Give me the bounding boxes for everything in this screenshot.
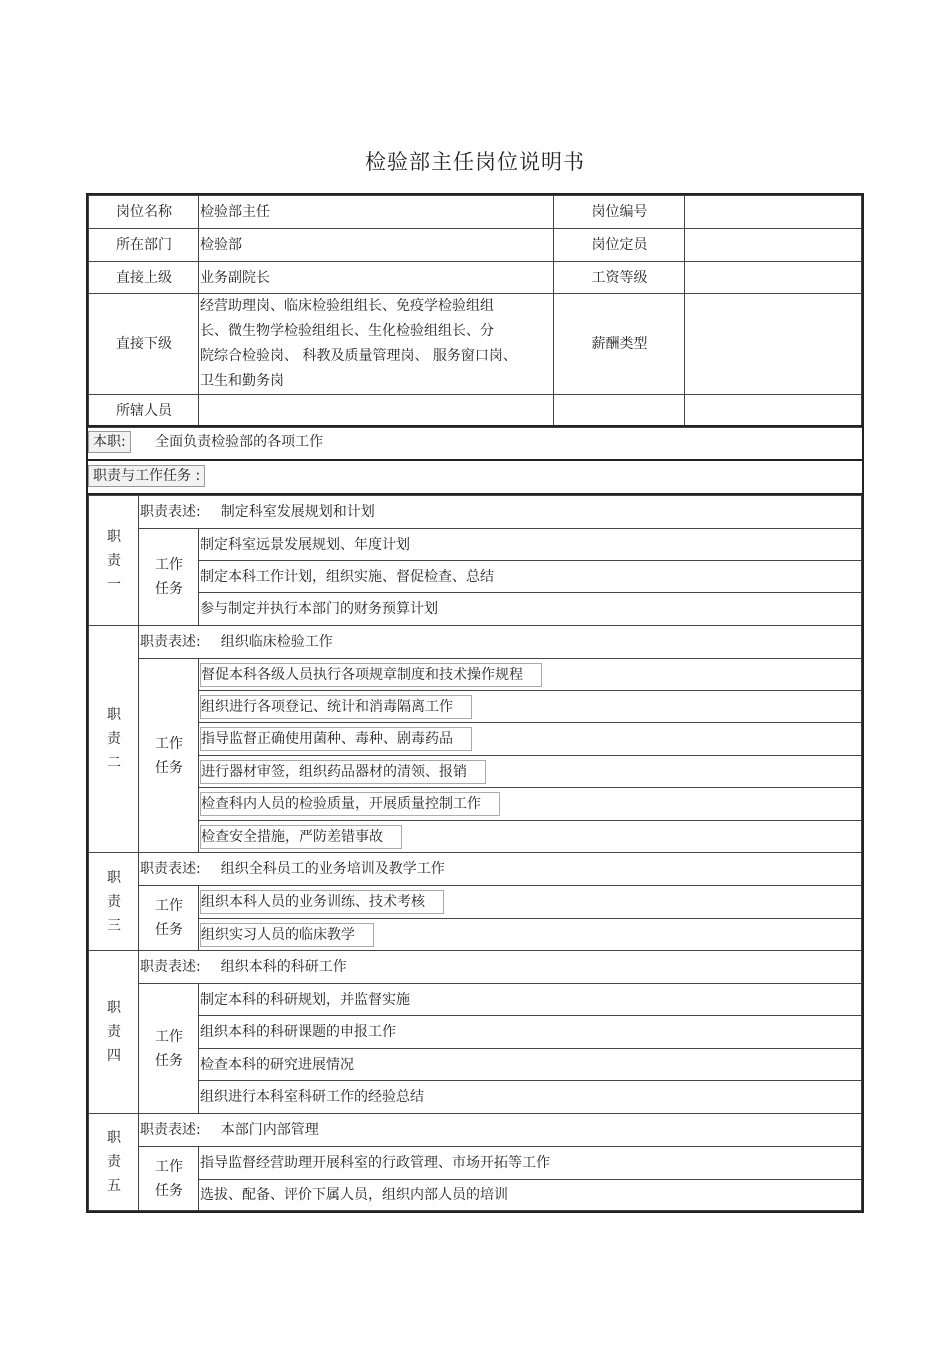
duty-1-desc: 职责表述: 制定科室发展规划和计划 [139, 496, 862, 529]
duty-2-task-2: 组织进行各项登记、统计和消毒隔离工作 [199, 691, 862, 723]
duty-1-task-3: 参与制定并执行本部门的财务预算计划 [199, 593, 862, 626]
benzhi-text: 全面负责检验部的各项工作 [155, 434, 324, 450]
value-department: 检验部 [199, 229, 554, 262]
duty-2-desc: 职责表述: 组织临床检验工作 [139, 626, 862, 659]
duty-5-task-1: 指导监督经营助理开展科室的行政管理、市场开拓等工作 [199, 1147, 862, 1180]
benzhi-label: 本职: [88, 431, 131, 453]
label-staff-2 [554, 395, 685, 428]
duties-table [86, 493, 864, 1213]
duty-4-task-4: 组织进行本科室科研工作的经验总结 [199, 1081, 862, 1114]
duty-5-task-2: 选拔、配备、评价下属人员，组织内部人员的培训 [199, 1180, 862, 1211]
label-post-number: 岗位编号 [554, 196, 685, 229]
duty-2-task-3: 指导监督正确使用菌种、毒种、剧毒药品 [199, 723, 862, 756]
duty-5-desc: 职责表述: 本部门内部管理 [139, 1114, 862, 1147]
duty-4-task-1: 制定本科的科研规划，并监督实施 [199, 984, 862, 1016]
duty-2-task-5: 检查科内人员的检验质量，开展质量控制工作 [199, 788, 862, 821]
duty-4-name: 职 责 四 [89, 951, 139, 1114]
duty-3-name: 职 责 三 [89, 853, 139, 951]
duty-2-task-label: 工作 任务 [139, 659, 199, 853]
value-headcount [685, 229, 862, 262]
duty-3-task-label: 工作 任务 [139, 886, 199, 951]
duty-3-desc: 职责表述: 组织全科员工的业务培训及教学工作 [139, 853, 862, 886]
duty-2-task-4: 进行器材审签，组织药品器材的清领、报销 [199, 756, 862, 788]
duty-2-name: 职 责 二 [89, 626, 139, 853]
value-pay-type [685, 294, 862, 395]
label-subordinates: 直接下级 [89, 294, 199, 395]
duty-4-task-3: 检查本科的研究进展情况 [199, 1049, 862, 1081]
duty-5-name: 职 责 五 [89, 1114, 139, 1211]
duty-3-task-1: 组织本科人员的业务训练、技术考核 [199, 886, 862, 919]
value-post-name: 检验部主任 [199, 196, 554, 229]
label-superior: 直接上级 [89, 262, 199, 294]
info-table [86, 193, 864, 428]
duty-3-task-2: 组织实习人员的临床教学 [199, 919, 862, 951]
label-pay-type: 薪酬类型 [554, 294, 685, 395]
duties-header: 职责与工作任务 : [88, 465, 205, 487]
value-post-number [685, 196, 862, 229]
value-staff [199, 395, 554, 428]
label-headcount: 岗位定员 [554, 229, 685, 262]
duty-2-task-6: 检查安全措施，严防差错事故 [199, 821, 862, 853]
value-subordinates: 经营助理岗、临床检验组组长、免疫学检验组组 长、微生物学检验组组长、生化检验组组长、分 院综合检验岗、 科教及质量管理岗、 服务窗口岗、 卫生和勤务岗 [199, 294, 554, 395]
duty-2-task-1: 督促本科各级人员执行各项规章制度和技术操作规程 [199, 659, 862, 691]
value-staff-2 [685, 395, 862, 428]
duties-header-row [86, 459, 864, 493]
benzhi-row [86, 425, 864, 459]
duty-4-task-2: 组织本科的科研课题的申报工作 [199, 1016, 862, 1049]
duty-1-task-label: 工作 任务 [139, 529, 199, 626]
label-post-name: 岗位名称 [89, 196, 199, 229]
duty-1-task-2: 制定本科工作计划，组织实施、督促检查、总结 [199, 561, 862, 593]
label-department: 所在部门 [89, 229, 199, 262]
duty-5-task-label: 工作 任务 [139, 1147, 199, 1211]
duty-1-name: 职 责 一 [89, 496, 139, 626]
value-superior: 业务副院长 [199, 262, 554, 294]
value-salary-grade [685, 262, 862, 294]
page-title: 检验部主任岗位说明书 [365, 150, 585, 174]
label-staff: 所辖人员 [89, 395, 199, 428]
duty-4-desc: 职责表述: 组织本科的科研工作 [139, 951, 862, 984]
duty-1-task-1: 制定科室远景发展规划、年度计划 [199, 529, 862, 561]
duty-4-task-label: 工作 任务 [139, 984, 199, 1114]
label-salary-grade: 工资等级 [554, 262, 685, 294]
